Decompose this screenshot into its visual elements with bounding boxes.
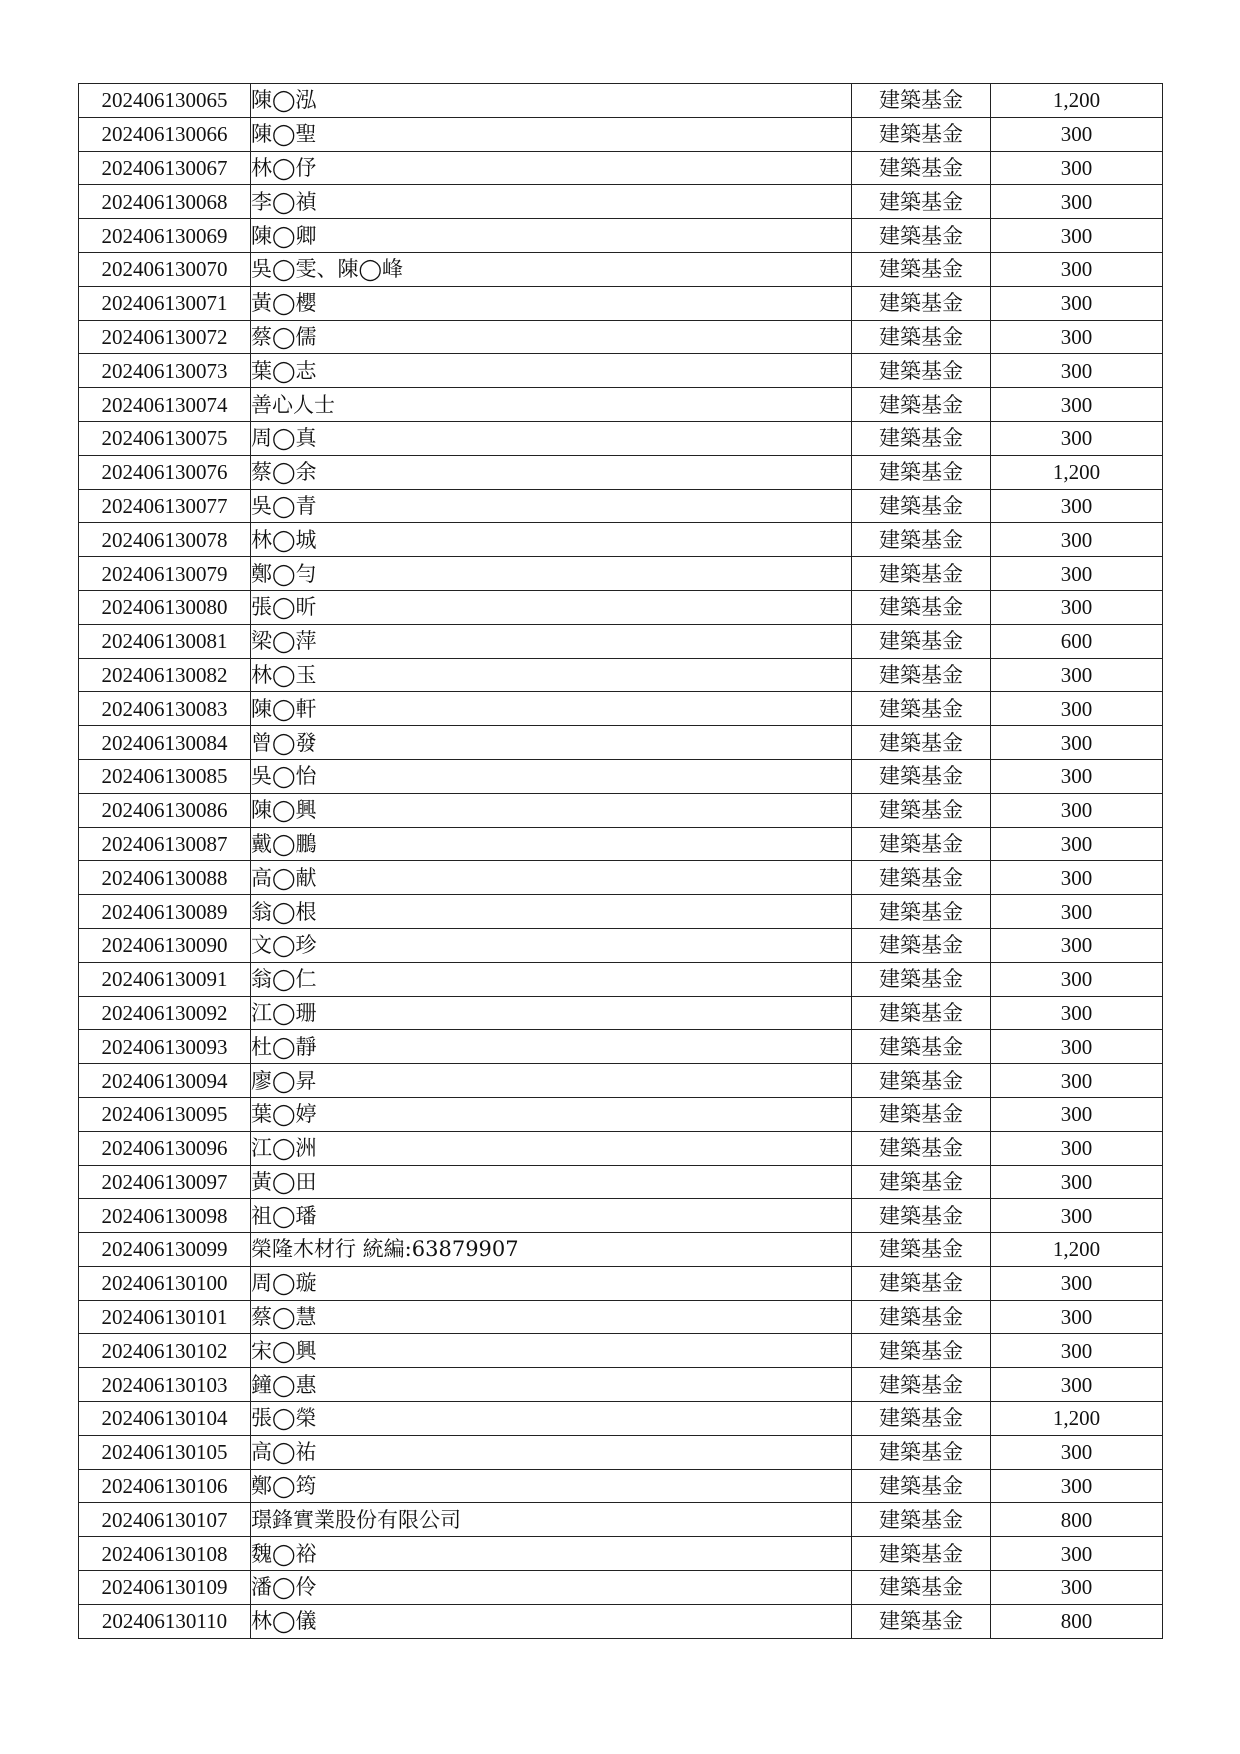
- fund-type-cell: 建築基金: [852, 455, 991, 489]
- amount-cell: 800: [991, 1604, 1163, 1638]
- table-row: [79, 252, 1163, 286]
- fund-type-cell: 建築基金: [852, 793, 991, 827]
- receipt-number-cell: 202406130072: [79, 320, 251, 354]
- donor-name-cell: 吳◯青: [251, 489, 852, 523]
- donor-name-cell: 陳◯聖: [251, 117, 852, 151]
- amount-cell: 300: [991, 523, 1163, 557]
- amount-cell: 300: [991, 590, 1163, 624]
- donation-sheet: [78, 83, 1162, 1639]
- fund-type-cell: 建築基金: [852, 1064, 991, 1098]
- amount-cell: 300: [991, 252, 1163, 286]
- amount-cell: 300: [991, 1571, 1163, 1605]
- fund-type-cell: 建築基金: [852, 1334, 991, 1368]
- amount-cell: 300: [991, 1334, 1163, 1368]
- amount-cell: 300: [991, 219, 1163, 253]
- donor-name-cell: 高◯献: [251, 861, 852, 895]
- receipt-number-cell: 202406130090: [79, 928, 251, 962]
- fund-type-cell: 建築基金: [852, 861, 991, 895]
- donor-name-cell: 廖◯昇: [251, 1064, 852, 1098]
- amount-cell: 300: [991, 1199, 1163, 1233]
- donor-name-cell: 鄭◯筠: [251, 1469, 852, 1503]
- table-row: [79, 1030, 1163, 1064]
- fund-type-cell: 建築基金: [852, 219, 991, 253]
- receipt-number-cell: 202406130084: [79, 726, 251, 760]
- table-row: [79, 388, 1163, 422]
- donor-name-cell: 潘◯伶: [251, 1571, 852, 1605]
- fund-type-cell: 建築基金: [852, 117, 991, 151]
- donor-name-cell: 林◯儀: [251, 1604, 852, 1638]
- receipt-number-cell: 202406130109: [79, 1571, 251, 1605]
- receipt-number-cell: 202406130069: [79, 219, 251, 253]
- amount-cell: 300: [991, 1469, 1163, 1503]
- donor-name-cell: 吳◯怡: [251, 759, 852, 793]
- amount-cell: 300: [991, 1064, 1163, 1098]
- fund-type-cell: 建築基金: [852, 185, 991, 219]
- receipt-number-cell: 202406130073: [79, 354, 251, 388]
- donation-table-body: [79, 84, 1163, 1639]
- amount-cell: 300: [991, 185, 1163, 219]
- amount-cell: 300: [991, 354, 1163, 388]
- amount-cell: 600: [991, 624, 1163, 658]
- fund-type-cell: 建築基金: [852, 1300, 991, 1334]
- fund-type-cell: 建築基金: [852, 557, 991, 591]
- amount-cell: 300: [991, 1131, 1163, 1165]
- receipt-number-cell: 202406130087: [79, 827, 251, 861]
- fund-type-cell: 建築基金: [852, 286, 991, 320]
- table-row: [79, 1571, 1163, 1605]
- fund-type-cell: 建築基金: [852, 1503, 991, 1537]
- fund-type-cell: 建築基金: [852, 827, 991, 861]
- receipt-number-cell: 202406130074: [79, 388, 251, 422]
- fund-type-cell: 建築基金: [852, 692, 991, 726]
- fund-type-cell: 建築基金: [852, 759, 991, 793]
- table-row: [79, 219, 1163, 253]
- receipt-number-cell: 202406130079: [79, 557, 251, 591]
- donor-name-cell: 林◯玉: [251, 658, 852, 692]
- table-row: [79, 793, 1163, 827]
- receipt-number-cell: 202406130065: [79, 84, 251, 118]
- receipt-number-cell: 202406130080: [79, 590, 251, 624]
- donor-name-cell: 江◯洲: [251, 1131, 852, 1165]
- donor-name-cell: 翁◯根: [251, 895, 852, 929]
- fund-type-cell: 建築基金: [852, 928, 991, 962]
- donor-name-cell: 文◯珍: [251, 928, 852, 962]
- donor-name-cell: 吳◯雯、陳◯峰: [251, 252, 852, 286]
- donor-name-cell: 張◯昕: [251, 590, 852, 624]
- receipt-number-cell: 202406130098: [79, 1199, 251, 1233]
- fund-type-cell: 建築基金: [852, 421, 991, 455]
- table-row: [79, 1165, 1163, 1199]
- receipt-number-cell: 202406130095: [79, 1097, 251, 1131]
- table-row: [79, 320, 1163, 354]
- amount-cell: 300: [991, 1300, 1163, 1334]
- donor-name-cell: 鄭◯勻: [251, 557, 852, 591]
- donation-table: [78, 83, 1163, 1639]
- donor-name-cell: 陳◯興: [251, 793, 852, 827]
- donor-name-cell: 翁◯仁: [251, 962, 852, 996]
- amount-cell: 300: [991, 1266, 1163, 1300]
- donor-name-cell: 葉◯志: [251, 354, 852, 388]
- donor-name-cell: 林◯城: [251, 523, 852, 557]
- table-row: [79, 1266, 1163, 1300]
- table-row: [79, 1435, 1163, 1469]
- receipt-number-cell: 202406130100: [79, 1266, 251, 1300]
- amount-cell: 300: [991, 996, 1163, 1030]
- receipt-number-cell: 202406130091: [79, 962, 251, 996]
- table-row: [79, 185, 1163, 219]
- amount-cell: 1,200: [991, 1233, 1163, 1267]
- amount-cell: 300: [991, 861, 1163, 895]
- table-row: [79, 726, 1163, 760]
- receipt-number-cell: 202406130088: [79, 861, 251, 895]
- receipt-number-cell: 202406130097: [79, 1165, 251, 1199]
- receipt-number-cell: 202406130108: [79, 1537, 251, 1571]
- amount-cell: 800: [991, 1503, 1163, 1537]
- fund-type-cell: 建築基金: [852, 1131, 991, 1165]
- table-row: [79, 590, 1163, 624]
- amount-cell: 300: [991, 117, 1163, 151]
- table-row: [79, 354, 1163, 388]
- fund-type-cell: 建築基金: [852, 84, 991, 118]
- amount-cell: 300: [991, 421, 1163, 455]
- fund-type-cell: 建築基金: [852, 354, 991, 388]
- donor-name-cell: 江◯珊: [251, 996, 852, 1030]
- receipt-number-cell: 202406130070: [79, 252, 251, 286]
- receipt-number-cell: 202406130085: [79, 759, 251, 793]
- table-row: [79, 1233, 1163, 1267]
- receipt-number-cell: 202406130076: [79, 455, 251, 489]
- amount-cell: 300: [991, 1537, 1163, 1571]
- fund-type-cell: 建築基金: [852, 895, 991, 929]
- receipt-number-cell: 202406130071: [79, 286, 251, 320]
- amount-cell: 300: [991, 793, 1163, 827]
- donor-name-cell: 張◯榮: [251, 1402, 852, 1436]
- fund-type-cell: 建築基金: [852, 252, 991, 286]
- table-row: [79, 895, 1163, 929]
- fund-type-cell: 建築基金: [852, 658, 991, 692]
- donor-name-cell: 蔡◯儒: [251, 320, 852, 354]
- table-row: [79, 455, 1163, 489]
- receipt-number-cell: 202406130107: [79, 1503, 251, 1537]
- amount-cell: 300: [991, 151, 1163, 185]
- fund-type-cell: 建築基金: [852, 1469, 991, 1503]
- donor-name-cell: 梁◯萍: [251, 624, 852, 658]
- donor-name-cell: 陳◯軒: [251, 692, 852, 726]
- receipt-number-cell: 202406130093: [79, 1030, 251, 1064]
- amount-cell: 300: [991, 1030, 1163, 1064]
- receipt-number-cell: 202406130077: [79, 489, 251, 523]
- table-row: [79, 1334, 1163, 1368]
- amount-cell: 300: [991, 759, 1163, 793]
- table-row: [79, 996, 1163, 1030]
- fund-type-cell: 建築基金: [852, 1165, 991, 1199]
- receipt-number-cell: 202406130106: [79, 1469, 251, 1503]
- amount-cell: 300: [991, 962, 1163, 996]
- receipt-number-cell: 202406130102: [79, 1334, 251, 1368]
- table-row: [79, 1537, 1163, 1571]
- table-row: [79, 1064, 1163, 1098]
- receipt-number-cell: 202406130105: [79, 1435, 251, 1469]
- donor-name-cell: 蔡◯慧: [251, 1300, 852, 1334]
- table-row: [79, 759, 1163, 793]
- receipt-number-cell: 202406130082: [79, 658, 251, 692]
- amount-cell: 300: [991, 1165, 1163, 1199]
- fund-type-cell: 建築基金: [852, 151, 991, 185]
- donor-name-cell: 林◯伃: [251, 151, 852, 185]
- receipt-number-cell: 202406130086: [79, 793, 251, 827]
- donor-name-cell: 善心人士: [251, 388, 852, 422]
- fund-type-cell: 建築基金: [852, 962, 991, 996]
- table-row: [79, 861, 1163, 895]
- fund-type-cell: 建築基金: [852, 1435, 991, 1469]
- table-row: [79, 286, 1163, 320]
- amount-cell: 300: [991, 895, 1163, 929]
- donor-name-cell: 蔡◯余: [251, 455, 852, 489]
- fund-type-cell: 建築基金: [852, 726, 991, 760]
- receipt-number-cell: 202406130104: [79, 1402, 251, 1436]
- fund-type-cell: 建築基金: [852, 1097, 991, 1131]
- fund-type-cell: 建築基金: [852, 1571, 991, 1605]
- donor-name-cell: 鐘◯惠: [251, 1368, 852, 1402]
- fund-type-cell: 建築基金: [852, 489, 991, 523]
- table-row: [79, 1131, 1163, 1165]
- fund-type-cell: 建築基金: [852, 320, 991, 354]
- table-row: [79, 827, 1163, 861]
- table-row: [79, 117, 1163, 151]
- amount-cell: 300: [991, 286, 1163, 320]
- donor-name-cell: 黃◯田: [251, 1165, 852, 1199]
- receipt-number-cell: 202406130092: [79, 996, 251, 1030]
- fund-type-cell: 建築基金: [852, 1604, 991, 1638]
- donor-name-cell: 李◯禎: [251, 185, 852, 219]
- receipt-number-cell: 202406130078: [79, 523, 251, 557]
- fund-type-cell: 建築基金: [852, 1030, 991, 1064]
- fund-type-cell: 建築基金: [852, 1537, 991, 1571]
- donor-name-cell: 榮隆木材行 統編:63879907: [251, 1233, 852, 1267]
- amount-cell: 300: [991, 726, 1163, 760]
- table-row: [79, 1300, 1163, 1334]
- amount-cell: 300: [991, 827, 1163, 861]
- fund-type-cell: 建築基金: [852, 590, 991, 624]
- receipt-number-cell: 202406130089: [79, 895, 251, 929]
- fund-type-cell: 建築基金: [852, 523, 991, 557]
- amount-cell: 300: [991, 692, 1163, 726]
- amount-cell: 300: [991, 489, 1163, 523]
- fund-type-cell: 建築基金: [852, 1368, 991, 1402]
- table-row: [79, 658, 1163, 692]
- donor-name-cell: 周◯真: [251, 421, 852, 455]
- table-row: [79, 1368, 1163, 1402]
- donor-name-cell: 宋◯興: [251, 1334, 852, 1368]
- receipt-number-cell: 202406130075: [79, 421, 251, 455]
- table-row: [79, 1402, 1163, 1436]
- fund-type-cell: 建築基金: [852, 1199, 991, 1233]
- amount-cell: 300: [991, 1368, 1163, 1402]
- table-row: [79, 692, 1163, 726]
- table-row: [79, 1097, 1163, 1131]
- amount-cell: 300: [991, 388, 1163, 422]
- fund-type-cell: 建築基金: [852, 388, 991, 422]
- table-row: [79, 624, 1163, 658]
- fund-type-cell: 建築基金: [852, 1266, 991, 1300]
- table-row: [79, 489, 1163, 523]
- receipt-number-cell: 202406130101: [79, 1300, 251, 1334]
- amount-cell: 1,200: [991, 84, 1163, 118]
- donor-name-cell: 陳◯卿: [251, 219, 852, 253]
- table-row: [79, 557, 1163, 591]
- amount-cell: 1,200: [991, 1402, 1163, 1436]
- receipt-number-cell: 202406130094: [79, 1064, 251, 1098]
- amount-cell: 300: [991, 557, 1163, 591]
- donor-name-cell: 周◯璇: [251, 1266, 852, 1300]
- receipt-number-cell: 202406130068: [79, 185, 251, 219]
- table-row: [79, 421, 1163, 455]
- table-row: [79, 1199, 1163, 1233]
- receipt-number-cell: 202406130081: [79, 624, 251, 658]
- donor-name-cell: 杜◯靜: [251, 1030, 852, 1064]
- receipt-number-cell: 202406130110: [79, 1604, 251, 1638]
- amount-cell: 300: [991, 658, 1163, 692]
- fund-type-cell: 建築基金: [852, 624, 991, 658]
- donor-name-cell: 祖◯璠: [251, 1199, 852, 1233]
- table-row: [79, 928, 1163, 962]
- donor-name-cell: 葉◯婷: [251, 1097, 852, 1131]
- donor-name-cell: 高◯祐: [251, 1435, 852, 1469]
- receipt-number-cell: 202406130066: [79, 117, 251, 151]
- fund-type-cell: 建築基金: [852, 996, 991, 1030]
- donor-name-cell: 璟鋒實業股份有限公司: [251, 1503, 852, 1537]
- donor-name-cell: 戴◯鵬: [251, 827, 852, 861]
- receipt-number-cell: 202406130067: [79, 151, 251, 185]
- receipt-number-cell: 202406130103: [79, 1368, 251, 1402]
- table-row: [79, 151, 1163, 185]
- table-row: [79, 962, 1163, 996]
- donor-name-cell: 陳◯泓: [251, 84, 852, 118]
- amount-cell: 300: [991, 320, 1163, 354]
- receipt-number-cell: 202406130083: [79, 692, 251, 726]
- receipt-number-cell: 202406130096: [79, 1131, 251, 1165]
- donor-name-cell: 魏◯裕: [251, 1537, 852, 1571]
- amount-cell: 1,200: [991, 455, 1163, 489]
- table-row: [79, 1604, 1163, 1638]
- donor-name-cell: 黃◯櫻: [251, 286, 852, 320]
- donor-name-cell: 曾◯發: [251, 726, 852, 760]
- receipt-number-cell: 202406130099: [79, 1233, 251, 1267]
- table-row: [79, 523, 1163, 557]
- table-row: [79, 1469, 1163, 1503]
- table-row: [79, 84, 1163, 118]
- fund-type-cell: 建築基金: [852, 1402, 991, 1436]
- fund-type-cell: 建築基金: [852, 1233, 991, 1267]
- amount-cell: 300: [991, 928, 1163, 962]
- amount-cell: 300: [991, 1097, 1163, 1131]
- table-row: [79, 1503, 1163, 1537]
- amount-cell: 300: [991, 1435, 1163, 1469]
